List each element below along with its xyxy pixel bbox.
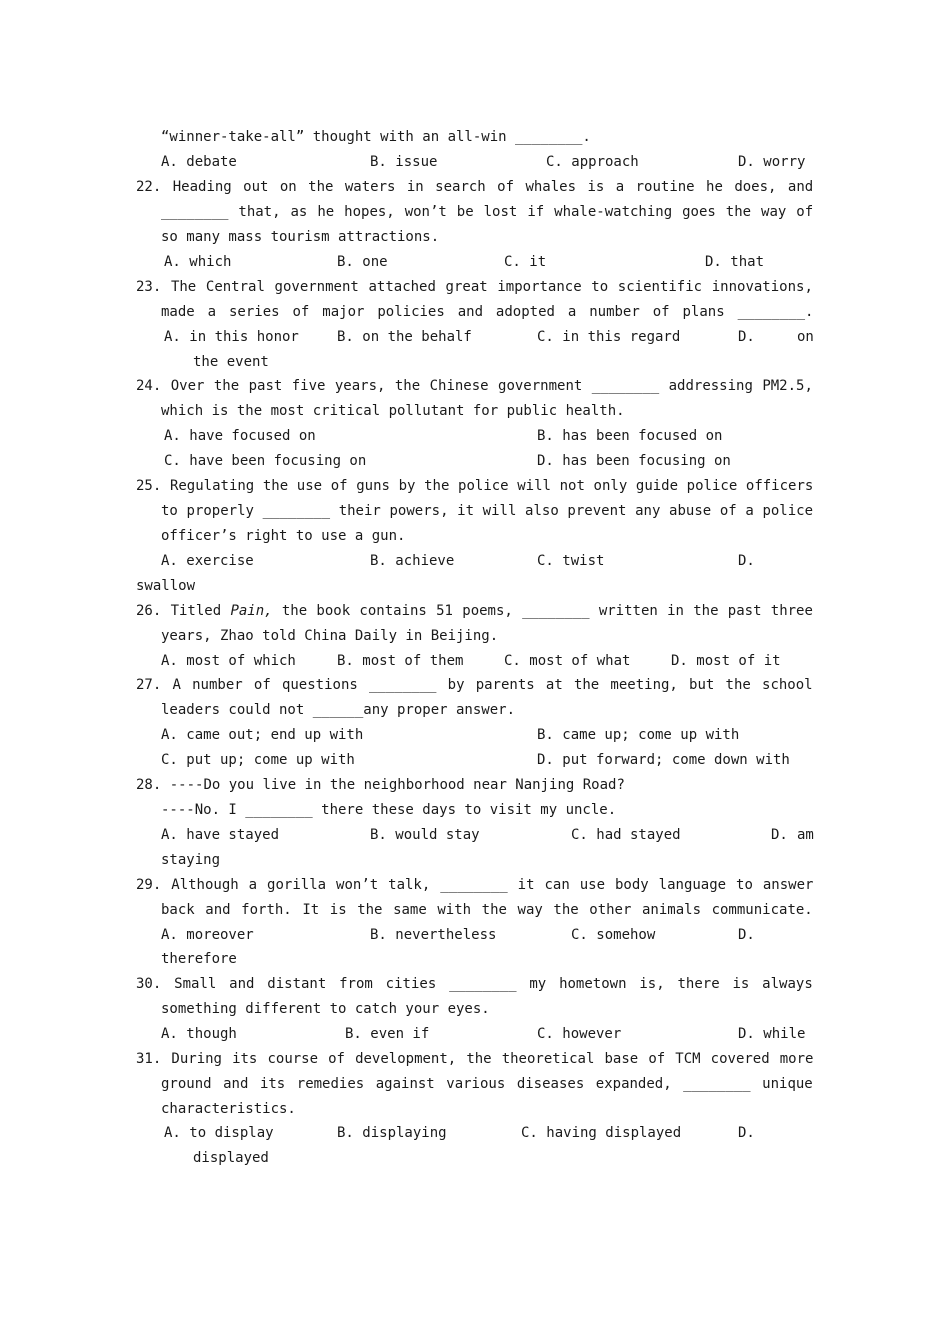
question-number: 27. [136,677,162,693]
q28-option-d-letter: D. [771,827,788,843]
q25-option-b: B. achieve [370,553,455,569]
q27-option-d: D. put forward; come down with [537,752,790,768]
q31-option-b: B. displaying [337,1125,447,1141]
question-number: 29. [136,877,162,893]
question-number: 23. [136,279,162,295]
q30-option-d: D. while [738,1026,806,1042]
q30-option-a: A. though [161,1026,237,1042]
q22-option-d: D. that [705,254,765,270]
question-text: Small and distant from cities ________ my hometown is, there is always [174,976,813,992]
question-27 [136,674,813,696]
book-title: Pain, [230,603,273,619]
q21-option-c: C. approach [546,154,639,170]
question-28 [136,774,625,796]
question-23 [136,276,813,298]
q26-option-a: A. most of which [161,653,296,669]
question-number: 22. [136,179,162,195]
question-text: The Central government attached great importance to scientific innovations, [170,279,813,295]
question-number: 25. [136,478,162,494]
question-22 [136,176,813,198]
question-text: Heading out on the waters in search of whales is a routine he does, and [172,179,814,195]
question-text: A number of questions ________ by parents at the meeting, but the school [172,677,813,693]
q26-option-b: B. most of them [337,653,464,669]
q29-option-c: C. somehow [571,927,656,943]
q21-option-d: D. worry [738,154,806,170]
q22-option-a: A. which [164,254,232,270]
q23-option-b: B. on the behalf [337,329,472,345]
question-text: leaders could not ______any proper answer. [161,702,516,718]
q26-option-d: D. most of it [671,653,781,669]
q30-option-c: C. however [537,1026,622,1042]
question-text: Although a gorilla won’t talk, ________ it can use body language to answer [171,877,814,893]
q29-option-d-text: therefore [161,951,237,967]
question-text: ground and its remedies against various diseases expanded, ________ unique [161,1076,813,1092]
q28-option-c: C. had stayed [571,827,681,843]
question-text: Regulating the use of guns by the police will not only guide police officers [169,478,814,494]
q25-option-d-text: swallow [136,578,196,594]
q29-option-d-letter: D. [738,927,755,943]
question-26 [136,600,813,622]
question-text: years, Zhao told China Daily in Beijing. [161,628,499,644]
question-31 [136,1048,813,1070]
q21-option-b: B. issue [370,154,438,170]
q24-option-a: A. have focused on [164,428,316,444]
q30-option-b: B. even if [345,1026,430,1042]
q31-option-d-letter: D. [738,1125,755,1141]
question-number: 30. [136,976,162,992]
q23-option-d-letter: D. [738,329,755,345]
q25-option-d-letter: D. [738,553,755,569]
q28-option-d-text: am [797,827,814,843]
q25-option-c: C. twist [537,553,605,569]
question-text: so many mass tourism attractions. [161,229,440,245]
q24-option-c: C. have been focusing on [164,453,367,469]
q23-option-d-text-continued: the event [193,354,269,370]
q26-option-c: C. most of what [504,653,631,669]
q28-option-a: A. have stayed [161,827,280,843]
question-text: made a series of major policies and adopted a number of plans ________. [161,304,814,320]
q29-option-b: B. nevertheless [370,927,497,943]
question-number: 24. [136,378,162,394]
q29-option-a: A. moreover [161,927,254,943]
question-text: something different to catch your eyes. [161,1001,490,1017]
q22-option-c: C. it [504,254,547,270]
question-25 [136,475,813,497]
q23-option-c: C. in this regard [537,329,681,345]
q21-option-a: A. debate [161,154,237,170]
question-text: ----No. I ________ there these days to visit my uncle. [161,802,617,818]
q25-option-a: A. exercise [161,553,254,569]
question-29 [136,874,813,896]
question-number: 31. [136,1051,162,1067]
question-text: During its course of development, the theoretical base of TCM covered more [171,1051,814,1067]
question-text: to properly ________ their powers, it will also prevent any abuse of a police [161,503,814,519]
q23-option-d-text: on [797,329,814,345]
question-text: Titled [170,603,222,619]
question-text: ________ that, as he hopes, won’t be lost if whale-watching goes the way of [161,204,814,220]
q23-option-a: A. in this honor [164,329,299,345]
q27-option-b: B. came up; come up with [537,727,740,743]
q27-option-a: A. came out; end up with [161,727,364,743]
question-30 [136,973,813,995]
q31-option-a: A. to display [164,1125,274,1141]
q24-option-d: D. has been focusing on [537,453,731,469]
q22-option-b: B. one [337,254,388,270]
question-text: Over the past five years, the Chinese government ________ addressing PM2.5, [170,378,813,394]
question-24 [136,375,813,397]
q31-option-d-text: displayed [193,1150,269,1166]
q27-option-c: C. put up; come up with [161,752,355,768]
question-text: officer’s right to use a gun. [161,528,406,544]
question-number: 28. [136,777,162,793]
question-21-continued: “winner-take-all” thought with an all-win ________. [161,129,591,145]
q28-option-b: B. would stay [370,827,480,843]
q31-option-c: C. having displayed [521,1125,682,1141]
question-text: ----Do you live in the neighborhood near Nanjing Road? [169,777,625,793]
question-text: which is the most critical pollutant for public health. [161,403,625,419]
q24-option-b: B. has been focused on [537,428,723,444]
question-text: back and forth. It is the same with the way the other animals communicate. [161,902,813,918]
question-text: the book contains 51 poems, ________ written in the past three [281,603,813,619]
question-number: 26. [136,603,162,619]
q28-option-d-text-continued: staying [161,852,221,868]
question-text: characteristics. [161,1101,296,1117]
